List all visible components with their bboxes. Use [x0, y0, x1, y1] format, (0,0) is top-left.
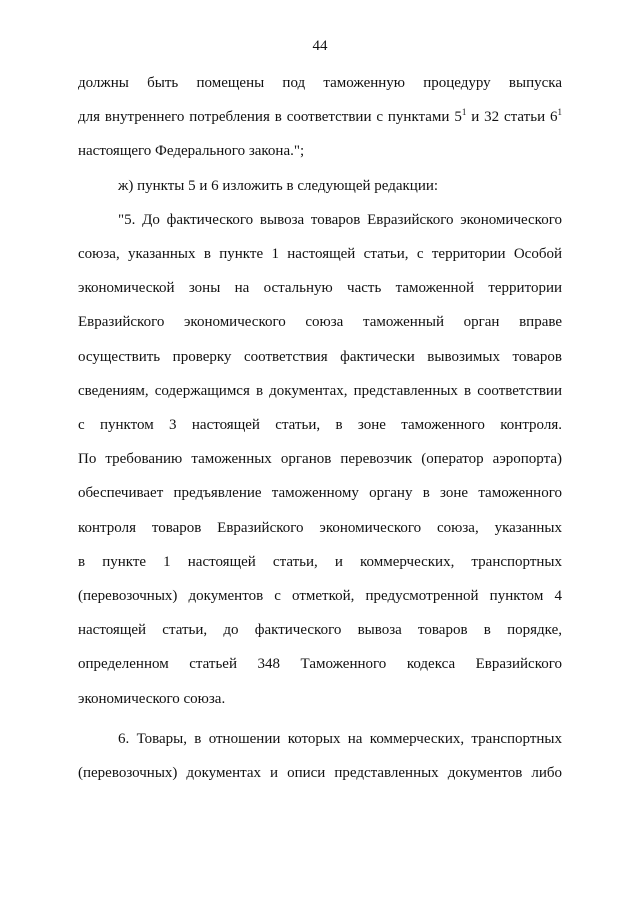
- text-line: осуществить проверку соответствия фактически вывозимых товаров: [78, 348, 562, 365]
- text-line: 6. Товары, в отношении которых на коммерческих, транспортных: [118, 730, 562, 747]
- text-line: экономического союза.: [78, 690, 226, 707]
- paragraph-point-6: [78, 722, 562, 790]
- text-line: определенном статьей 348 Таможенного кодекса Евразийского: [78, 656, 562, 673]
- text-line: должны быть помещены под таможенную процедуру выпуска: [78, 75, 562, 91]
- text-line: настоящей статьи, до фактического вывоза товаров в порядке,: [78, 622, 562, 639]
- text-line: (перевозочных) документов с отметкой, предусмотренной пунктом 4: [78, 588, 562, 605]
- page-number: 44: [312, 38, 328, 54]
- text-fragment: для внутреннего потребления в соответствии с пунктами 5: [78, 109, 462, 126]
- paragraph-amendment-intro: [78, 169, 562, 203]
- document-body: [78, 66, 562, 790]
- text-line: ж) пункты 5 и 6 изложить в следующей редакции:: [118, 177, 439, 194]
- text-line: "5. До фактического вывоза товаров Евразийского экономического: [118, 211, 562, 228]
- text-line: с пунктом 3 настоящей статьи, в зоне таможенного контроля.: [78, 417, 562, 434]
- paragraph-continuation: [78, 66, 562, 169]
- text-line: контроля товаров Евразийского экономического союза, указанных: [78, 519, 562, 536]
- text-line-with-superscripts: [78, 100, 562, 134]
- text-line: (перевозочных) документах и описи представленных документов либо: [78, 765, 562, 782]
- superscript: 1: [557, 107, 562, 118]
- text-line: экономической зоны на остальную часть таможенной территории: [78, 280, 562, 297]
- superscript: 1: [461, 107, 467, 118]
- text-fragment: и 32 статьи 6: [466, 109, 558, 126]
- text-line: По требованию таможенных органов перевозчик (оператор аэропорта): [78, 451, 562, 468]
- text-line: союза, указанных в пункте 1 настоящей статьи, с территории Особой: [78, 246, 562, 263]
- text-line: настоящего Федерального закона.";: [78, 143, 305, 160]
- text-line: обеспечивает предъявление таможенному органу в зоне таможенного: [78, 485, 562, 502]
- text-line: в пункте 1 настоящей статьи, и коммерческих, транспортных: [78, 553, 562, 570]
- text-line: Евразийского экономического союза таможенный орган вправе: [78, 314, 562, 331]
- paragraph-point-5: [78, 203, 562, 716]
- text-line: сведениям, содержащимся в документах, представленных в соответствии: [78, 382, 562, 399]
